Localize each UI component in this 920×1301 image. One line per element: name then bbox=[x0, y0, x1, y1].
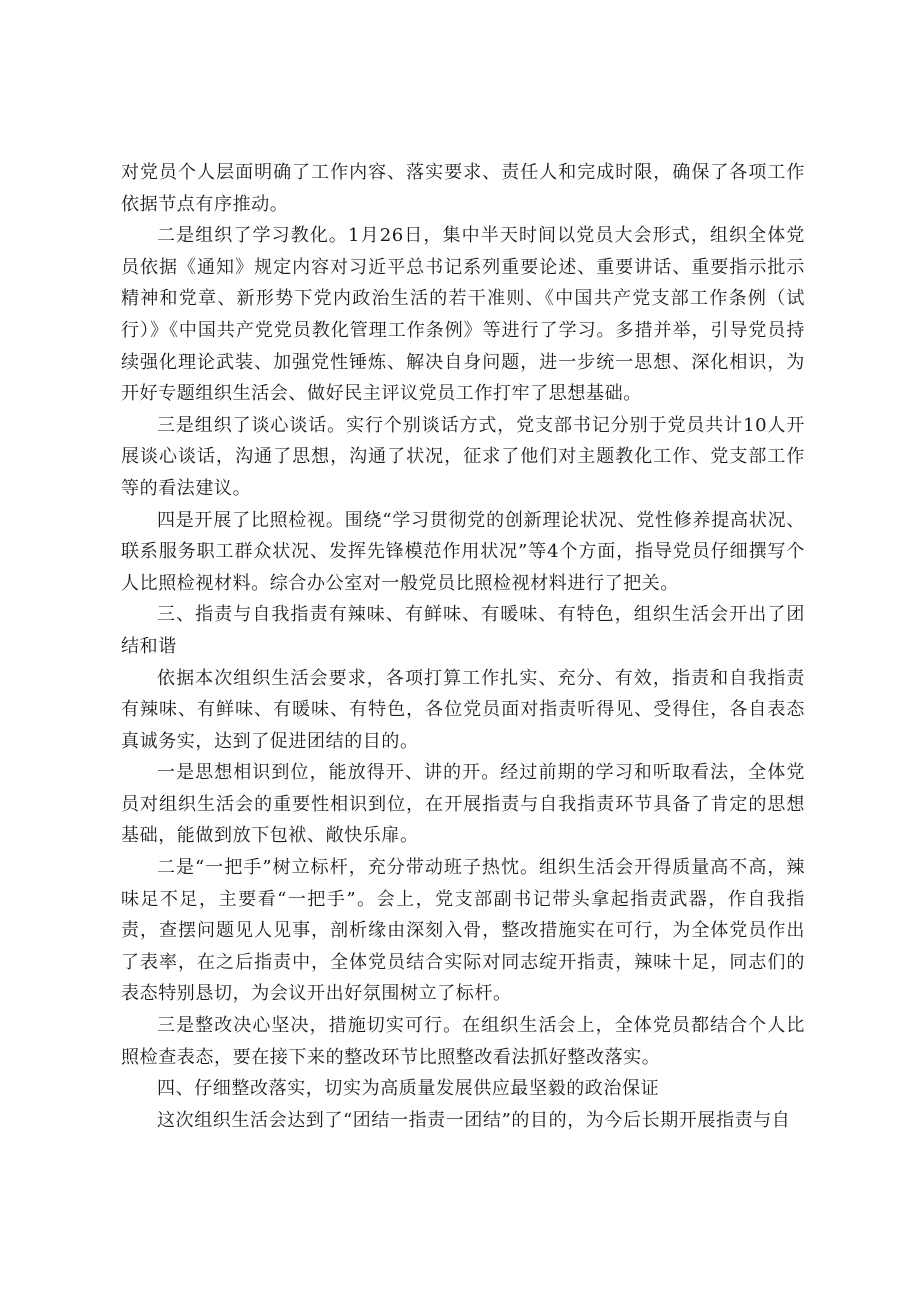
paragraph-unity-criticism-unity: 这次组织生活会达到了“团结一指责一团结”的目的，为今后长期开展指责与自 bbox=[157, 1109, 791, 1131]
section-heading-rectification: 四、仔细整改落实，切实为高质量发展供应最坚毅的政治保证 bbox=[157, 1078, 660, 1100]
paragraph-leader-benchmark: 二是“一把手”树立标杆，充分带动班子热忱。组织生活会开得质量高不高，辣味足不足，主要看“一把手”。会上，党支部副书记带头拿起指责武器，作自我指责，查摆问题见人见事，剖析缘由深刻入骨，整改措施实在可行，为全体党员作出了表率，在之后指责中，全体党员结合实际对同志绽开指责，辣味十足，同志们的表态特别恳切，为会议开出好氛围树立了标杆。 bbox=[121, 857, 805, 1005]
paragraph-continuation: 对党员个人层面明确了工作内容、落实要求、责任人和完成时限，确保了各项工作依据节点有序推动。 bbox=[121, 162, 805, 215]
paragraph-self-examination: 四是开展了比照检视。围绕“学习贯彻党的创新理论状况、党性修养提高状况、联系服务职工群众状况、发挥先锋模范作用状况”等4个方面，指导党员仔细撰写个人比照检视材料。综合办公室对一般党员比照检视材料进行了把关。 bbox=[121, 509, 805, 594]
section-heading-criticism: 三、指责与自我指责有辣味、有鲜味、有暖味、有特色，组织生活会开出了团结和谐 bbox=[121, 604, 805, 657]
paragraph-ideological-understanding: 一是思想相识到位，能放得开、讲的开。经过前期的学习和听取看法，全体党员对组织生活会的重要性相识到位，在开展指责与自我指责环节具备了肯定的思想基础，能做到放下包袱、敞快乐扉。 bbox=[121, 762, 805, 847]
document-page bbox=[121, 157, 805, 1136]
paragraph-rectification-determination: 三是整改决心坚决，措施切实可行。在组织生活会上，全体党员都结合个人比照检查表态，要在接下来的整改环节比照整改看法抓好整改落实。 bbox=[121, 1015, 805, 1068]
paragraph-heart-to-heart-talks: 三是组织了谈心谈话。实行个别谈话方式，党支部书记分别于党员共计10人开展谈心谈话，沟通了思想，沟通了状况，征求了他们对主题教化工作、党支部工作等的看法建议。 bbox=[121, 414, 805, 499]
paragraph-study-education: 二是组织了学习教化。1月26日，集中半天时间以党员大会形式，组织全体党员依据《通知》规定内容对习近平总书记系列重要论述、重要讲话、重要指示批示精神和党章、新形势下党内政治生活的若干准则、《中国共产党支部工作条例（试行）》《中国共产党党员教化管理工作条例》等进行了学习。多措并举，引导党员持续强化理论武装、加强党性锤炼、解决自身问题，进一步统一思想、深化相识，为开好专题组织生活会、做好民主评议党员工作打牢了思想基础。 bbox=[121, 225, 805, 405]
paragraph-meeting-requirements: 依据本次组织生活会要求，各项打算工作扎实、充分、有效，指责和自我指责有辣味、有鲜味、有暖味、有特色，各位党员面对指责听得见、受得住，各自表态真诚务实，达到了促进团结的目的。 bbox=[121, 667, 805, 752]
